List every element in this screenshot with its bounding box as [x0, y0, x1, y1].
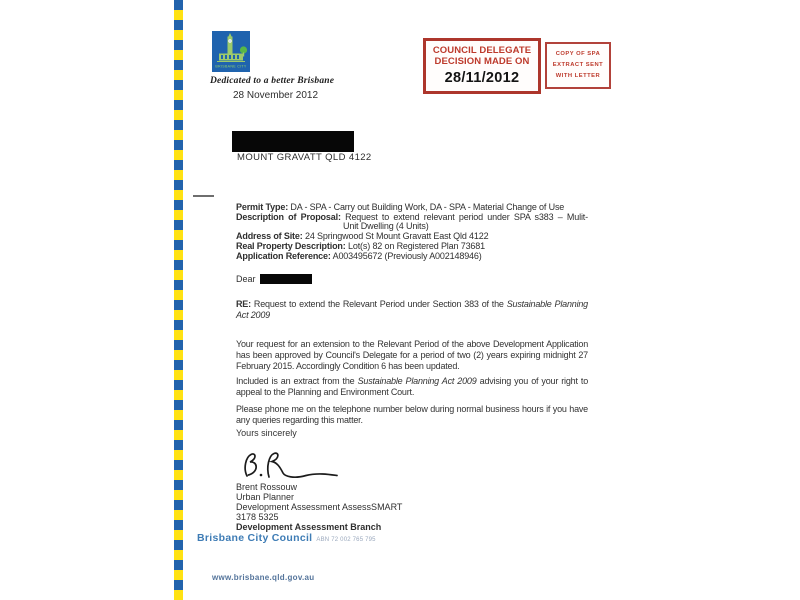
letter-date: 28 November 2012	[233, 90, 319, 101]
council-abn: ABN 72 002 765 795	[316, 537, 376, 543]
proposal-value-1: Request to extend relevant period under SPA s383 – Mulit-	[340, 211, 588, 222]
re-act-title: Sustainable Planning Act 2009	[236, 299, 588, 320]
stamp2-line-2: EXTRACT SENT	[552, 62, 604, 68]
body-paragraph-1: Your request for an extension to the Relevant Period of the above Development Application has been approved by Council's Delegate for a period of two (2) years expiring midnight 27 February 2015. Accordingly Condition 6 has been updated.	[236, 339, 588, 371]
council-delegate-stamp	[423, 38, 541, 94]
body-paragraph-2	[236, 376, 588, 398]
site-address-value: 24 Springwood St Mount Gravatt East Qld 4122	[302, 231, 489, 242]
logo-window	[221, 55, 223, 59]
subject-line	[236, 299, 588, 320]
left-dashed-border	[174, 0, 183, 600]
paragraph-2-post: advising you of your right to appeal to the Planning and Environment Court.	[236, 376, 588, 397]
signature-period	[260, 474, 263, 477]
logo-window	[225, 55, 227, 59]
proposal-label: Description of Proposal:	[236, 211, 341, 222]
handwritten-signature	[238, 449, 342, 484]
stamp2-line-3: WITH LETTER	[555, 73, 601, 79]
signature-block	[236, 482, 402, 532]
re-label: RE:	[236, 299, 251, 309]
stamp-line-1: COUNCIL DELEGATE	[432, 45, 532, 56]
permit-type-value: DA - SPA - Carry out Building Work, DA - SPA - Material Change of Use	[288, 202, 565, 212]
proposal-continuation-line: Unit Dwelling (4 Units)	[343, 221, 429, 232]
logo-label: BRISBANE CITY	[215, 64, 247, 69]
application-reference-label: Application Reference:	[236, 250, 331, 261]
stamp-line-2: DECISION MADE ON	[434, 55, 530, 67]
property-description-label: Real Property Description:	[236, 240, 346, 251]
permit-type-label: Permit Type:	[236, 202, 289, 212]
redacted-recipient-name	[232, 131, 354, 152]
logo-window	[233, 55, 235, 59]
paragraph-2-act-title: Sustainable Planning Act 2009	[357, 376, 477, 386]
council-tagline: Dedicated to a better Brisbane	[210, 76, 335, 86]
signer-phone: 3178 5325	[236, 512, 279, 522]
application-reference-line	[236, 252, 588, 262]
logo-clock-center	[230, 41, 231, 42]
logo-window	[237, 55, 239, 59]
application-reference-value: A003495672 (Previously A002148946)	[330, 250, 482, 261]
brisbane-city-council-logo	[212, 31, 250, 72]
signer-branch: Development Assessment Branch	[236, 522, 382, 532]
redacted-addressee-name	[260, 274, 312, 284]
signature-letter-r-flourish	[268, 453, 337, 477]
closing-line: Yours sincerely	[236, 428, 297, 438]
paragraph-2-pre: Included is an extract from the	[236, 376, 358, 386]
logo-tree-trunk	[243, 53, 244, 57]
council-name: Brisbane City Council	[197, 532, 313, 544]
signer-title: Urban Planner	[236, 492, 295, 502]
fold-mark	[193, 195, 214, 197]
property-description-value: Lot(s) 82 on Registered Plan 73681	[345, 240, 485, 251]
signer-team: Development Assessment AssessSMART	[236, 502, 403, 512]
council-website-url: www.brisbane.qld.gov.au	[212, 573, 315, 582]
stamp2-line-1: COPY OF SPA	[555, 51, 601, 57]
site-address-label: Address of Site:	[236, 231, 303, 242]
application-details-block	[236, 203, 588, 261]
signer-name: Brent Rossouw	[236, 482, 298, 492]
logo-window	[229, 55, 231, 59]
recipient-suburb-line: MOUNT GRAVATT QLD 4122	[237, 152, 372, 163]
copy-of-spa-stamp	[545, 42, 611, 89]
re-text: Request to extend the Relevant Period under Section 383 of the	[250, 299, 507, 309]
signature-letter-b	[245, 454, 256, 476]
salutation-line	[236, 274, 312, 284]
body-paragraph-3: Please phone me on the telephone number below during normal business hours if you have any queries regarding this matter.	[236, 404, 588, 425]
logo-clock-tower	[228, 37, 233, 55]
council-identity-line	[197, 528, 376, 546]
logo-ground-line	[217, 61, 245, 62]
stamp-decision-date: 28/11/2012	[444, 70, 520, 86]
salutation-text: Dear	[236, 274, 256, 284]
